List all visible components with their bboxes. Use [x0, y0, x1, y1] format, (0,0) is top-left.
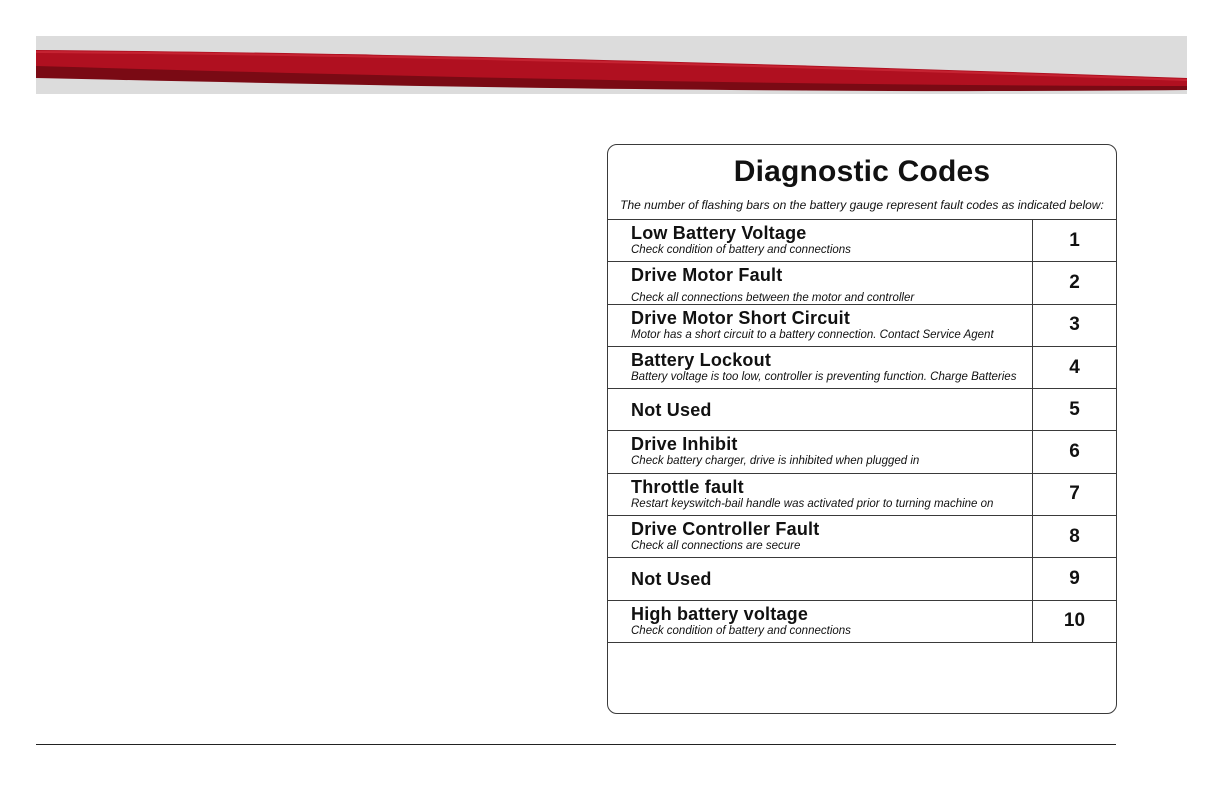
code-number: 7 — [1069, 483, 1080, 505]
code-name: Drive Inhibit — [631, 434, 738, 455]
code-name: High battery voltage — [631, 603, 809, 624]
code-description — [608, 558, 1033, 599]
code-name: Not Used — [631, 400, 712, 421]
code-number: 4 — [1069, 356, 1080, 378]
code-row-6 — [608, 431, 1116, 473]
card-subtitle: The number of flashing bars on the battery gauge represent fault codes as indicated below: — [620, 198, 1104, 212]
code-detail: Check battery charger, drive is inhibited when plugged in — [631, 455, 920, 468]
code-row-5 — [608, 389, 1116, 431]
code-description — [608, 220, 1033, 261]
code-name: Not Used — [631, 569, 712, 590]
code-detail: Motor has a short circuit to a battery connection. Contact Service Agent — [631, 328, 994, 341]
code-description — [608, 305, 1033, 346]
code-number: 6 — [1069, 441, 1080, 463]
code-row-2 — [608, 262, 1116, 304]
code-table — [608, 219, 1116, 643]
code-description — [608, 516, 1033, 557]
code-detail: Battery voltage is too low, controller is preventing function. Charge Batteries — [631, 370, 1017, 383]
code-number: 3 — [1069, 314, 1080, 336]
code-name: Drive Controller Fault — [631, 519, 820, 540]
code-name: Battery Lockout — [631, 349, 772, 370]
code-detail: Check condition of battery and connections — [631, 624, 851, 637]
footer-rule — [36, 744, 1116, 745]
header-band — [36, 36, 1187, 96]
code-row-3 — [608, 305, 1116, 347]
code-number: 5 — [1069, 398, 1080, 420]
code-row-9 — [608, 558, 1116, 600]
code-detail: Check all connections between the motor and controller — [631, 292, 915, 304]
code-description — [608, 389, 1033, 430]
code-name: Throttle fault — [631, 476, 744, 497]
code-detail: Check all connections are secure — [631, 540, 801, 553]
code-row-4 — [608, 347, 1116, 389]
code-number: 9 — [1069, 568, 1080, 590]
code-number: 2 — [1069, 271, 1080, 293]
header-swoosh — [36, 36, 1187, 96]
code-row-10 — [608, 601, 1116, 643]
code-number: 10 — [1063, 610, 1086, 632]
code-description — [608, 474, 1033, 515]
code-row-8 — [608, 516, 1116, 558]
diagnostic-codes-card — [607, 144, 1117, 714]
code-description — [608, 262, 1033, 303]
code-name: Low Battery Voltage — [631, 223, 807, 243]
code-row-7 — [608, 474, 1116, 516]
card-title: Diagnostic Codes — [733, 155, 991, 188]
code-description — [608, 347, 1033, 388]
code-name: Drive Motor Short Circuit — [631, 307, 851, 328]
code-detail: Restart keyswitch-bail handle was activated prior to turning machine on — [631, 497, 994, 510]
code-name: Drive Motor Fault — [631, 265, 783, 286]
code-description — [608, 601, 1033, 642]
code-number: 8 — [1069, 525, 1080, 547]
code-number: 1 — [1069, 229, 1080, 251]
code-description — [608, 431, 1033, 472]
code-row-1 — [608, 220, 1116, 262]
code-detail: Check condition of battery and connections — [631, 244, 851, 256]
